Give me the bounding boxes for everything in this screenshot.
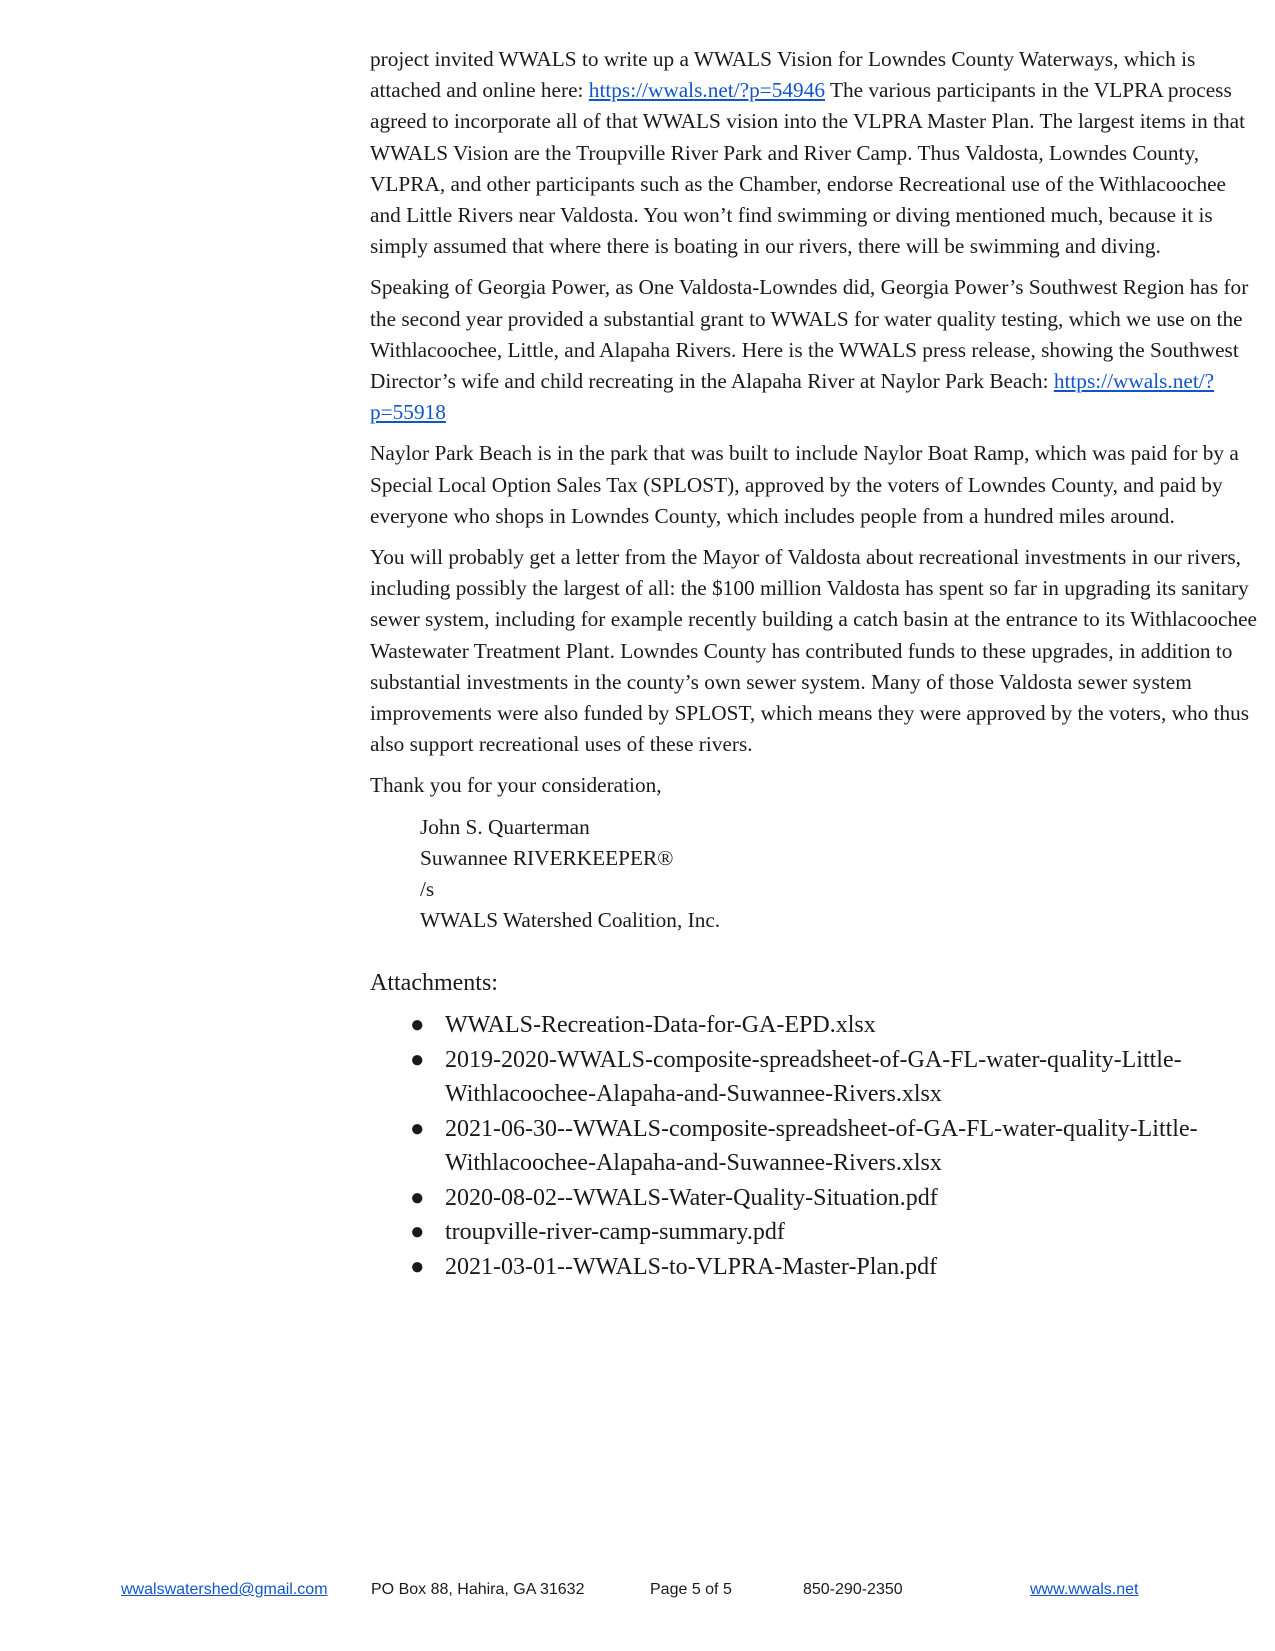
bullet-icon: ●	[410, 1115, 425, 1142]
attachments-heading: Attachments:	[370, 970, 498, 997]
paragraph-naylor-park	[370, 438, 1260, 532]
signature-mark: /s	[420, 877, 435, 902]
signature-block	[420, 812, 1260, 937]
attachment-item	[370, 1215, 1260, 1250]
footer-email-link[interactable]: wwalswatershed@gmail.com	[121, 1581, 328, 1598]
bullet-icon: ●	[410, 1184, 425, 1211]
paragraph-text: Naylor Park Beach is in the park that was built to include Naylor Boat Ramp, which was paid for by a Special Local Option Sales Tax (SPLOST), approved by the voters of Lowndes County, and paid by everyone who shops in Lowndes County, which includes people from a hundred miles around.	[370, 441, 1239, 528]
signer-organization: WWALS Watershed Coalition, Inc.	[420, 908, 721, 933]
bullet-icon: ●	[410, 1219, 425, 1246]
paragraph-vlpra-vision	[370, 44, 1260, 262]
attachment-filename: troupville-river-camp-summary.pdf	[445, 1219, 785, 1246]
footer-website-link[interactable]: www.wwals.net	[1030, 1581, 1139, 1598]
footer-page-number: Page 5 of 5	[650, 1581, 732, 1598]
attachments-list	[370, 1008, 1260, 1284]
bullet-icon: ●	[410, 1253, 425, 1280]
attachment-filename: 2020-08-02--WWALS-Water-Quality-Situation.pdf	[445, 1184, 938, 1211]
bullet-icon: ●	[410, 1046, 425, 1073]
paragraph-text: You will probably get a letter from the Mayor of Valdosta about recreational investments in our rivers, including possibly the largest of all: the $100 million Valdosta has spent so far in upgrading its sanitary sewer system, including for example recently building a catch basin at the entrance to its Withlacoochee Wastewater Treatment Plant. Lowndes County has contributed funds to these upgrades, in addition to substantial investments in the county’s own sewer system. Many of those Valdosta sewer system improvements were also funded by SPLOST, which means they were approved by the voters, who thus also support recreational uses of these rivers.	[370, 545, 1257, 757]
attachment-filename: 2019-2020-WWALS-composite-spreadsheet-of-GA-FL-water-quality-Little-Withlacoochee-Alapaha-and-Suwannee-Rivers.xlsx	[445, 1046, 1182, 1108]
attachment-filename: 2021-06-30--WWALS-composite-spreadsheet-of-GA-FL-water-quality-Little-Withlacoochee-Alapaha-and-Suwannee-Rivers.xlsx	[445, 1115, 1198, 1177]
wwals-vision-link[interactable]: https://wwals.net/?p=54946	[588, 78, 825, 103]
attachment-item	[370, 1112, 1260, 1181]
attachment-item	[370, 1250, 1260, 1285]
bullet-icon: ●	[410, 1012, 425, 1039]
attachment-item	[370, 1181, 1260, 1216]
paragraph-georgia-power	[370, 272, 1260, 428]
footer-phone: 850-290-2350	[803, 1581, 903, 1598]
signer-title: Suwannee RIVERKEEPER®	[420, 845, 674, 870]
attachment-item	[370, 1043, 1260, 1112]
closing-line: Thank you for your consideration,	[370, 773, 662, 798]
footer-address: PO Box 88, Hahira, GA 31632	[371, 1581, 585, 1598]
attachment-filename: 2021-03-01--WWALS-to-VLPRA-Master-Plan.pdf	[445, 1253, 938, 1280]
press-release-link[interactable]: https://wwals.net/?p=55918	[370, 369, 1215, 425]
letter-body	[370, 44, 1260, 1284]
paragraph-text: Speaking of Georgia Power, as One Valdosta-Lowndes did, Georgia Power’s Southwest Region has for the second year provided a substantial grant to WWALS for water quality testing, which we use on the Withlacoochee, Little, and Alapaha Rivers. Here is the WWALS press release, showing the Southwest Director’s wife and child recreating in the Alapaha River at Naylor Park Beach:	[370, 275, 1249, 394]
paragraph-sewer-investments	[370, 542, 1260, 760]
signer-name: John S. Quarterman	[420, 814, 590, 839]
page-footer	[0, 1578, 1275, 1602]
paragraph-text: project invited WWALS to write up a WWALS Vision for Lowndes County Waterways, which is attached and online here:	[370, 47, 1196, 103]
attachment-item	[370, 1008, 1260, 1043]
paragraph-text: The various participants in the VLPRA process agreed to incorporate all of that WWALS vision into the VLPRA Master Plan. The largest items in that WWALS Vision are the Troupville River Park and River Camp. Thus Valdosta, Lowndes County, VLPRA, and other participants such as the Chamber, endorse Recreational use of the Withlacoochee and Little Rivers near Valdosta. You won’t find swimming or diving mentioned much, because it is simply assumed that where there is boating in our rivers, there will be swimming and diving.	[370, 78, 1245, 259]
attachment-filename: WWALS-Recreation-Data-for-GA-EPD.xlsx	[445, 1012, 876, 1039]
